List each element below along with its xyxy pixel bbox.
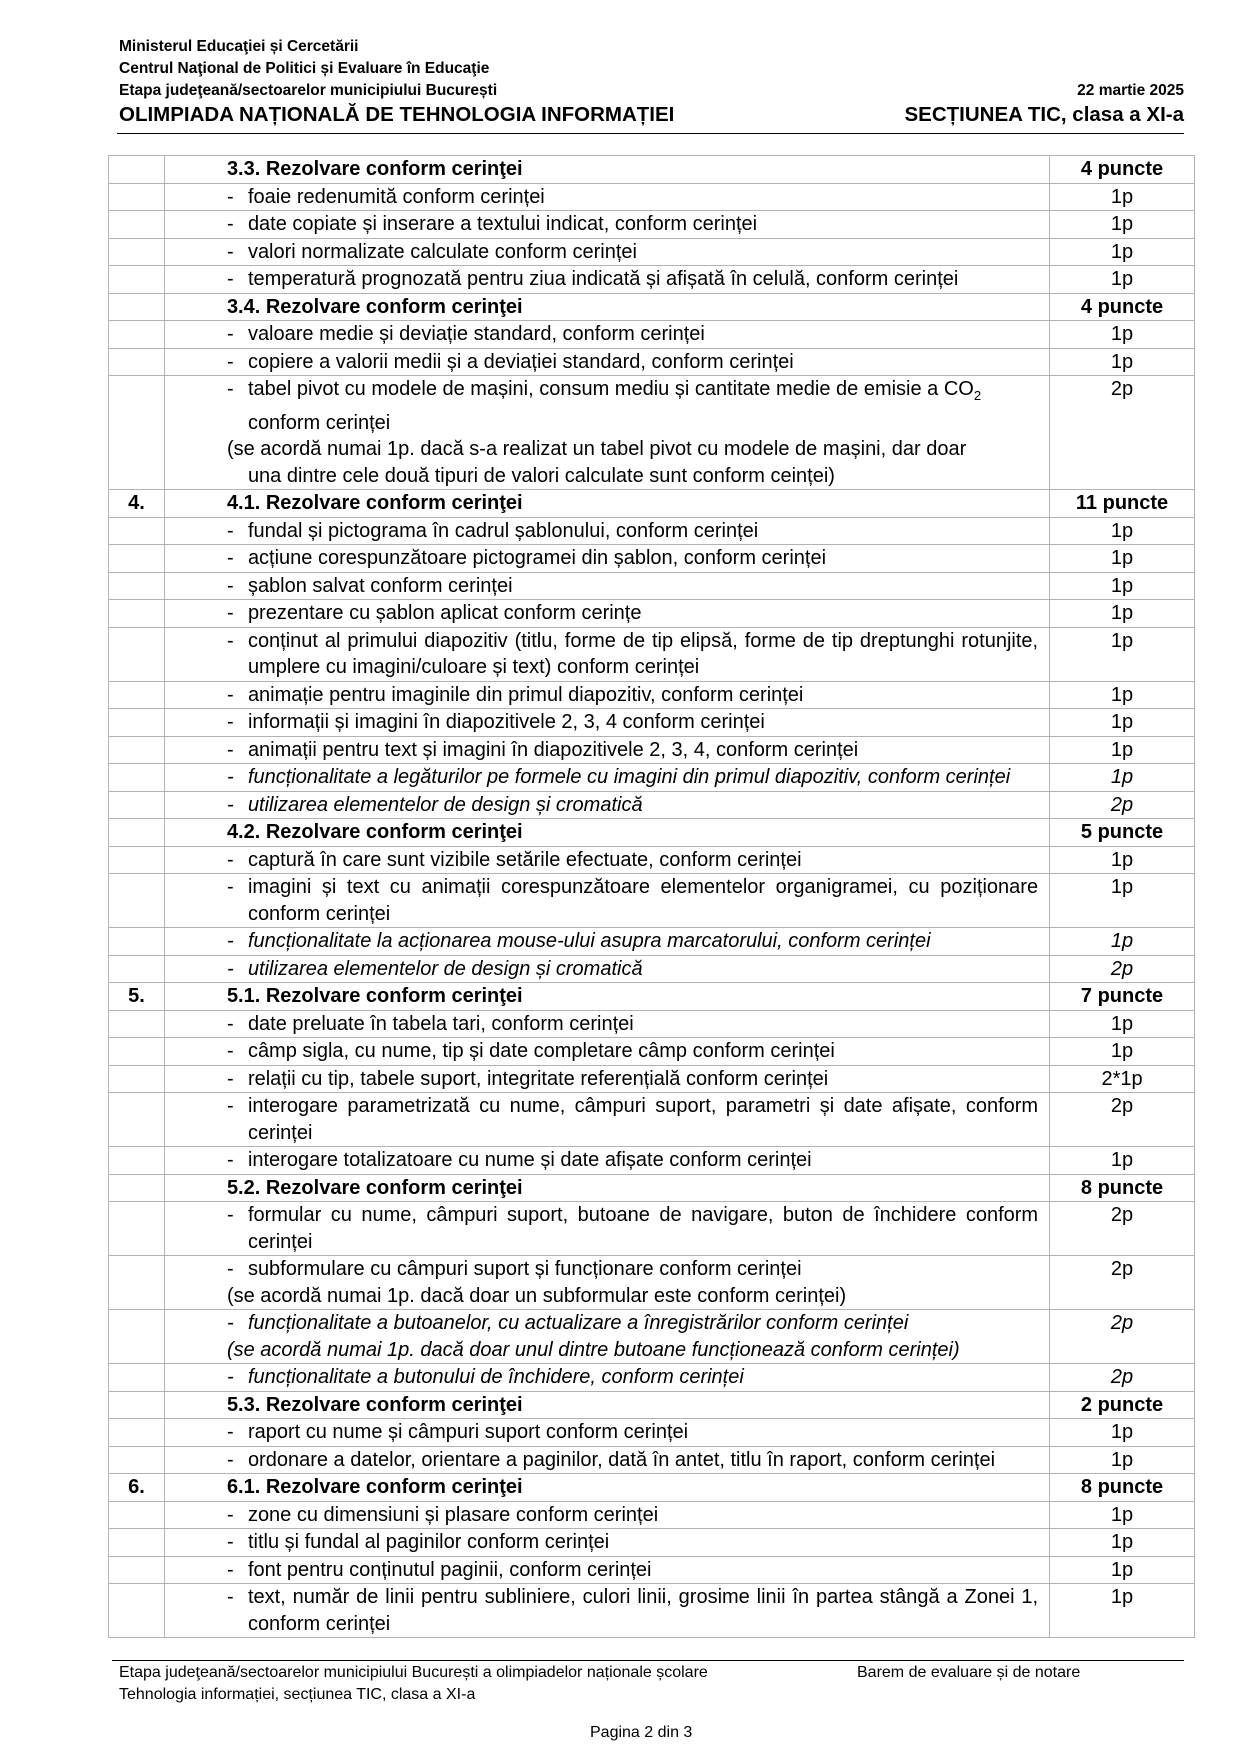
criterion-main: tabel pivot cu modele de mașini, consum mediu și cantitate medie de emisie a CO — [247, 378, 974, 400]
section-row — [109, 293, 1195, 321]
criterion-points: 1p — [1050, 764, 1195, 792]
criterion-row — [109, 238, 1195, 266]
criterion-text: - conținut al primului diapozitiv (titlu, forme de tip elipsă, forme de tip dreptunghi rotunjite, umplere cu imagini/culoare și text) conform cerinței — [164, 627, 1049, 681]
subject-number — [109, 376, 165, 490]
criterion-row — [109, 183, 1195, 211]
criterion-row — [109, 736, 1195, 764]
subject-number — [109, 764, 165, 792]
criterion-points: 1p — [1050, 1556, 1195, 1584]
criterion-row — [109, 1310, 1195, 1364]
section-points: 4 puncte — [1050, 156, 1195, 184]
header-date: 22 martie 2025 — [1077, 82, 1184, 99]
subject-number — [109, 600, 165, 628]
criterion-points: 1p — [1050, 736, 1195, 764]
subject-number — [109, 348, 165, 376]
section-points: 8 puncte — [1050, 1174, 1195, 1202]
criterion-continuation: conform cerinței — [247, 411, 391, 434]
criterion-text: - relații cu tip, tabele suport, integritate referențială conform cerinței — [164, 1065, 1049, 1093]
subject-number — [109, 1147, 165, 1175]
subject-number — [109, 1174, 165, 1202]
criterion-points: 1p — [1050, 1419, 1195, 1447]
criterion-points: 1p — [1050, 183, 1195, 211]
criterion-points: 2p — [1050, 1310, 1195, 1364]
criterion-points: 1p — [1050, 1446, 1195, 1474]
criterion-text: - acțiune corespunzătoare pictogramei din șablon, conform cerinței — [164, 545, 1049, 573]
criterion-points: 1p — [1050, 1501, 1195, 1529]
criterion-row — [109, 1038, 1195, 1066]
criterion-row — [109, 517, 1195, 545]
criterion-text: - fundal și pictograma în cadrul șablonului, conform cerinței — [164, 517, 1049, 545]
subject-number — [109, 183, 165, 211]
footer-subject: Tehnologia informației, secțiunea TIC, clasa a XI-a — [119, 1686, 476, 1703]
criterion-main: funcționalitate a butoanelor, cu actualizare a înregistrărilor conform cerinței — [247, 1312, 909, 1334]
criterion-row — [109, 1501, 1195, 1529]
criterion-text: - funcționalitate la acționarea mouse-ului asupra marcatorului, conform cerinței — [164, 928, 1049, 956]
criterion-row — [109, 348, 1195, 376]
criterion-row — [109, 376, 1195, 490]
subject-number — [109, 874, 165, 928]
criterion-points: 2p — [1050, 1256, 1195, 1310]
criterion-text: - date copiate și inserare a textului indicat, conform cerinței — [164, 211, 1049, 239]
section-points: 8 puncte — [1050, 1474, 1195, 1502]
criterion-text: - șablon salvat conform cerinței — [164, 572, 1049, 600]
section-title: 3.3. Rezolvare conform cerinţei — [164, 156, 1049, 184]
criterion-note-continuation: una dintre cele două tipuri de valori calculate sunt conform ceinței) — [247, 464, 835, 487]
subject-number — [109, 1065, 165, 1093]
section-title: 5.3. Rezolvare conform cerinţei — [164, 1391, 1049, 1419]
criterion-text: - funcționalitate a legăturilor pe formele cu imagini din primul diapozitiv, conform cerinței — [164, 764, 1049, 792]
criterion-points: 1p — [1050, 1038, 1195, 1066]
section-points: 7 puncte — [1050, 983, 1195, 1011]
footer-page-number: Pagina 2 din 3 — [590, 1724, 693, 1741]
criterion-text: - valori normalizate calculate conform cerinței — [164, 238, 1049, 266]
criterion-row — [109, 1202, 1195, 1256]
criterion-points: 2p — [1050, 1364, 1195, 1392]
subject-number — [109, 1446, 165, 1474]
subject-number — [109, 238, 165, 266]
criterion-text: - funcționalitate a butoanelor, cu actualizare a înregistrărilor conform cerinței (se acordă numai 1p. dacă doar unul dintre butoane funcționează conform cerinței) — [164, 1310, 1049, 1364]
subject-number — [109, 1529, 165, 1557]
section-points: 2 puncte — [1050, 1391, 1195, 1419]
subject-number: 4. — [109, 490, 165, 518]
criterion-row — [109, 709, 1195, 737]
criterion-row — [109, 681, 1195, 709]
subject-number — [109, 709, 165, 737]
criterion-text: - date preluate în tabela tari, conform cerinței — [164, 1010, 1049, 1038]
subject-number — [109, 545, 165, 573]
section-points: 5 puncte — [1050, 819, 1195, 847]
criterion-points: 1p — [1050, 211, 1195, 239]
criterion-points: 2*1p — [1050, 1065, 1195, 1093]
subject-number — [109, 1364, 165, 1392]
subject-number — [109, 1093, 165, 1147]
criterion-note: (se acordă numai 1p. dacă doar un subformular este conform cerinței) — [226, 1284, 847, 1307]
criterion-row — [109, 1364, 1195, 1392]
criterion-row — [109, 545, 1195, 573]
section-row — [109, 156, 1195, 184]
subject-number — [109, 791, 165, 819]
criterion-text: - copiere a valorii medii și a deviației standard, conform cerinței — [164, 348, 1049, 376]
section-title: 5.2. Rezolvare conform cerinţei — [164, 1174, 1049, 1202]
section-points: 4 puncte — [1050, 293, 1195, 321]
criterion-row — [109, 1556, 1195, 1584]
section-row — [109, 1474, 1195, 1502]
subject-number — [109, 211, 165, 239]
subject-number — [109, 321, 165, 349]
criterion-row — [109, 1147, 1195, 1175]
section-row — [109, 1391, 1195, 1419]
section-title: 6.1. Rezolvare conform cerinţei — [164, 1474, 1049, 1502]
section-title: 4.2. Rezolvare conform cerinţei — [164, 819, 1049, 847]
subject-number — [109, 928, 165, 956]
header-center: Centrul Naţional de Politici și Evaluare în Educaţie — [119, 60, 490, 77]
criterion-row — [109, 1446, 1195, 1474]
criterion-points: 2p — [1050, 1093, 1195, 1147]
header-divider — [117, 133, 1184, 134]
criterion-text: - tabel pivot cu modele de mașini, consum mediu și cantitate medie de emisie a $CO_2$ conform cerinței (se acordă numai 1p. dacă s-a realizat un tabel pivot cu modele de mașini, dar doar una dintre cele două tipuri de valori calculate sunt conform ceinței) — [164, 376, 1049, 490]
criterion-points: 1p — [1050, 517, 1195, 545]
criterion-text: - informații și imagini în diapozitivele 2, 3, 4 conform cerinței — [164, 709, 1049, 737]
criterion-text: - animație pentru imaginile din primul diapozitiv, conform cerinței — [164, 681, 1049, 709]
criterion-row — [109, 1256, 1195, 1310]
criterion-text: - subformulare cu câmpuri suport și funcționare conform cerinței (se acordă numai 1p. dacă doar un subformular este conform cerinței) — [164, 1256, 1049, 1310]
section-title: 4.1. Rezolvare conform cerinţei — [164, 490, 1049, 518]
subject-number — [109, 1419, 165, 1447]
criterion-note: (se acordă numai 1p. dacă s-a realizat un tabel pivot cu modele de mașini, dar doar — [226, 438, 967, 460]
subject-number — [109, 293, 165, 321]
subject-number — [109, 156, 165, 184]
criterion-row — [109, 1093, 1195, 1147]
criterion-points: 1p — [1050, 928, 1195, 956]
criterion-row — [109, 572, 1195, 600]
criterion-text: - utilizarea elementelor de design și cromatică — [164, 791, 1049, 819]
criterion-row — [109, 1419, 1195, 1447]
criterion-row — [109, 955, 1195, 983]
criterion-text: - raport cu nume și câmpuri suport conform cerinței — [164, 1419, 1049, 1447]
criterion-points: 2p — [1050, 376, 1195, 490]
criterion-points: 1p — [1050, 1010, 1195, 1038]
subject-number — [109, 1584, 165, 1638]
subscript: 2 — [973, 388, 982, 403]
criterion-row — [109, 764, 1195, 792]
criterion-points: 1p — [1050, 572, 1195, 600]
criterion-points: 1p — [1050, 321, 1195, 349]
criterion-row — [109, 211, 1195, 239]
criterion-row — [109, 1010, 1195, 1038]
subject-number — [109, 1556, 165, 1584]
criterion-note: (se acordă numai 1p. dacă doar unul dintre butoane funcționează conform cerinței) — [226, 1338, 960, 1361]
subject-number — [109, 1391, 165, 1419]
criterion-row — [109, 874, 1195, 928]
criterion-row — [109, 600, 1195, 628]
criterion-row — [109, 1529, 1195, 1557]
criterion-points: 1p — [1050, 545, 1195, 573]
subject-number — [109, 1202, 165, 1256]
criterion-points: 1p — [1050, 266, 1195, 294]
criterion-text: - interogare parametrizată cu nume, câmpuri suport, parametri și date afișate, conform cerinței — [164, 1093, 1049, 1147]
criterion-row — [109, 1065, 1195, 1093]
section-row — [109, 490, 1195, 518]
subject-number — [109, 1501, 165, 1529]
criterion-text: - temperatură prognozată pentru ziua indicată și afișată în celulă, conform cerinței — [164, 266, 1049, 294]
criterion-text: - captură în care sunt vizibile setările efectuate, conform cerinței — [164, 846, 1049, 874]
header-ministry: Ministerul Educaţiei și Cercetării — [119, 38, 359, 55]
criterion-row — [109, 1584, 1195, 1638]
criterion-text: - funcționalitate a butonului de închidere, conform cerinței — [164, 1364, 1049, 1392]
subject-number — [109, 1256, 165, 1310]
criterion-row — [109, 928, 1195, 956]
criterion-row — [109, 321, 1195, 349]
criterion-main: subformulare cu câmpuri suport și funcționare conform cerinței — [247, 1258, 802, 1280]
header-stage: Etapa judeţeană/sectoarelor municipiului București — [119, 82, 498, 99]
criterion-text: - zone cu dimensiuni și plasare conform cerinței — [164, 1501, 1049, 1529]
subject-number — [109, 819, 165, 847]
section-title: 3.4. Rezolvare conform cerinţei — [164, 293, 1049, 321]
subject-number — [109, 627, 165, 681]
criterion-points: 1p — [1050, 681, 1195, 709]
subject-number — [109, 1010, 165, 1038]
subject-number — [109, 266, 165, 294]
subject-number — [109, 681, 165, 709]
criterion-row — [109, 846, 1195, 874]
grading-table-body — [109, 156, 1195, 1638]
criterion-text: - câmp sigla, cu nume, tip și date completare câmp conform cerinței — [164, 1038, 1049, 1066]
criterion-points: 1p — [1050, 709, 1195, 737]
criterion-text: - font pentru conținutul paginii, conform cerinței — [164, 1556, 1049, 1584]
criterion-text: - ordonare a datelor, orientare a paginilor, dată în antet, titlu în raport, conform cerinței — [164, 1446, 1049, 1474]
criterion-text: - titlu și fundal al paginilor conform cerinței — [164, 1529, 1049, 1557]
grading-table — [108, 155, 1195, 1638]
criterion-points: 1p — [1050, 627, 1195, 681]
footer-divider — [112, 1660, 1184, 1661]
subject-number: 6. — [109, 1474, 165, 1502]
footer-stage: Etapa judeţeană/sectoarelor municipiului București a olimpiadelor naționale școlare — [119, 1664, 708, 1681]
criterion-points: 1p — [1050, 348, 1195, 376]
criterion-text: - valoare medie și deviație standard, conform cerinței — [164, 321, 1049, 349]
criterion-text: - animații pentru text și imagini în diapozitivele 2, 3, 4, conform cerinței — [164, 736, 1049, 764]
subject-number — [109, 572, 165, 600]
criterion-row — [109, 266, 1195, 294]
section-row — [109, 983, 1195, 1011]
criterion-row — [109, 627, 1195, 681]
subject-number — [109, 955, 165, 983]
criterion-text: - utilizarea elementelor de design și cromatică — [164, 955, 1049, 983]
criterion-points: 2p — [1050, 1202, 1195, 1256]
subject-number: 5. — [109, 983, 165, 1011]
criterion-points: 2p — [1050, 791, 1195, 819]
footer-doc-type: Barem de evaluare și de notare — [857, 1664, 1081, 1681]
header-olympiad-title: OLIMPIADA NAȚIONALĂ DE TEHNOLOGIA INFORMAȚIEI — [119, 103, 675, 126]
criterion-points: 1p — [1050, 238, 1195, 266]
criterion-points: 1p — [1050, 1584, 1195, 1638]
criterion-text: - text, număr de linii pentru subliniere, culori linii, grosime linii în partea stângă a Zonei 1, conform cerinței — [164, 1584, 1049, 1638]
subject-number — [109, 736, 165, 764]
section-title: 5.1. Rezolvare conform cerinţei — [164, 983, 1049, 1011]
criterion-text: - formular cu nume, câmpuri suport, butoane de navigare, buton de închidere conform cerinței — [164, 1202, 1049, 1256]
criterion-row — [109, 791, 1195, 819]
section-row — [109, 819, 1195, 847]
section-points: 11 puncte — [1050, 490, 1195, 518]
criterion-text: - imagini și text cu animații corespunzătoare elementelor organigramei, cu poziționare conform cerinței — [164, 874, 1049, 928]
criterion-points: 1p — [1050, 846, 1195, 874]
section-row — [109, 1174, 1195, 1202]
criterion-points: 2p — [1050, 955, 1195, 983]
header-section: SECȚIUNEA TIC, clasa a XI-a — [904, 103, 1184, 126]
subject-number — [109, 846, 165, 874]
criterion-points: 1p — [1050, 1147, 1195, 1175]
criterion-text: - prezentare cu șablon aplicat conform cerințe — [164, 600, 1049, 628]
criterion-text: - foaie redenumită conform cerinței — [164, 183, 1049, 211]
criterion-points: 1p — [1050, 874, 1195, 928]
subject-number — [109, 517, 165, 545]
criterion-points: 1p — [1050, 1529, 1195, 1557]
subject-number — [109, 1038, 165, 1066]
criterion-points: 1p — [1050, 600, 1195, 628]
subject-number — [109, 1310, 165, 1364]
criterion-text: - interogare totalizatoare cu nume și date afișate conform cerinței — [164, 1147, 1049, 1175]
